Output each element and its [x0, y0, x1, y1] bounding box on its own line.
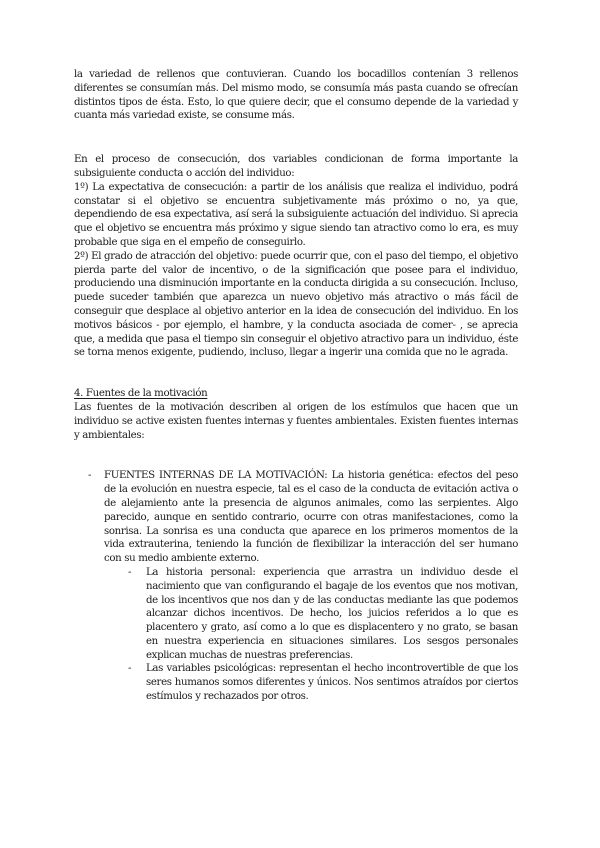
section-heading: 4. Fuentes de la motivación: [74, 388, 208, 400]
intro-paragraph: la variedad de rellenos que contuvieran. Cuando los bocadillos contenían 3 rellenos diferentes se consumían más. Del mismo modo, se consumía más pasta cuando se ofrecían distintos tipos de ésta. Esto, lo que quiere decir, que el consumo depende de la variedad y cuanta más variedad existe, se consume más.: [74, 69, 518, 122]
internal-sources-text: FUENTES INTERNAS DE LA MOTIVACIÓN: La historia genética: efectos del peso de la evolución en nuestra especie, tal es el caso de la conducta de evitación activa o de alejamiento ante la presencia de algunos animales, como las serpientes. Algo parecido, aunque en sentido contrario, ocurre con otras manifestaciones, como la sonrisa. La sonrisa es una conducta que aparece en los primeros momentos de la vida extrauterina, teniendo la función de flexibilizar la interacción del ser humano con su medio ambiente externo.: [104, 470, 518, 565]
psychological-variables-text: Las variables psicológicas: representan el hecho incontrovertible de que los seres humanos somos diferentes y únicos. Nos sentimos atraídos por ciertos estímulos y rechazados por otros.: [146, 663, 518, 703]
spacer: [74, 360, 518, 387]
sub-list: [104, 566, 518, 704]
bullet-dash: -: [88, 470, 92, 482]
list-item: [104, 566, 518, 663]
consecution-intro: En el proceso de consecución, dos variables condicionan de forma importante la subsiguiente conducta o acción del individuo:: [74, 154, 518, 179]
consecution-point-1: 1º) La expectativa de consecución: a partir de los análisis que realiza el individuo, podrá constatar si el objetivo se encuentra subjetivamente más próximo o no, ya que, dependiendo de esa expectativa, así será la subsiguiente actuación del individuo. Si aprecia que el objetivo se encuentra más próximo y sigue siendo tan atractivo como lo era, es muy probable que siga en el empeño de conseguirlo.: [74, 181, 518, 248]
spacer: [74, 123, 518, 153]
sources-list: [74, 469, 518, 704]
consecution-point-2: 2º) El grado de atracción del objetivo: puede ocurrir que, con el paso del tiempo, el objetivo pierda parte del valor de incentivo, o de la significación que posee para el individuo, produciendo una disminución importante en la conducta dirigida a su consecución. Incluso, puede suceder también que aparezca un nuevo objetivo más atractivo o más fácil de conseguir que desplace al objetivo anterior en la idea de consecución del individuo. En los motivos básicos - por ejemplo, el hambre, y la conducta asociada de comer- , se aprecia que, a medida que pasa el tiempo sin conseguir el objetivo atractivo para un individuo, éste se torna menos exigente, pudiendo, incluso, llegar a ingerir una comida que no le agrada.: [74, 250, 518, 359]
personal-history-text: La historia personal: experiencia que arrastra un individuo desde el nacimiento que van configurando el bagaje de los eventos que nos motivan, de los incentivos que nos dan y de las conductas mediante las que podemos alcanzar dichos incentivos. De hecho, los juicios referidos a lo que es placentero y grato, así como a lo que es displacentero y no grato, se basan en nuestra experiencia en situaciones similares. Los sesgos personales explican muchas de nuestras preferencias.: [146, 566, 518, 661]
list-item: [74, 469, 518, 704]
bullet-dash: -: [128, 663, 132, 675]
section-intro: Las fuentes de la motivación describen al origen de los estímulos que hacen que un individuo se active existen fuentes internas y fuentes ambientales. Existen fuentes internas y ambientales:: [74, 401, 518, 441]
bullet-dash: -: [128, 566, 132, 578]
list-item: [104, 662, 518, 703]
